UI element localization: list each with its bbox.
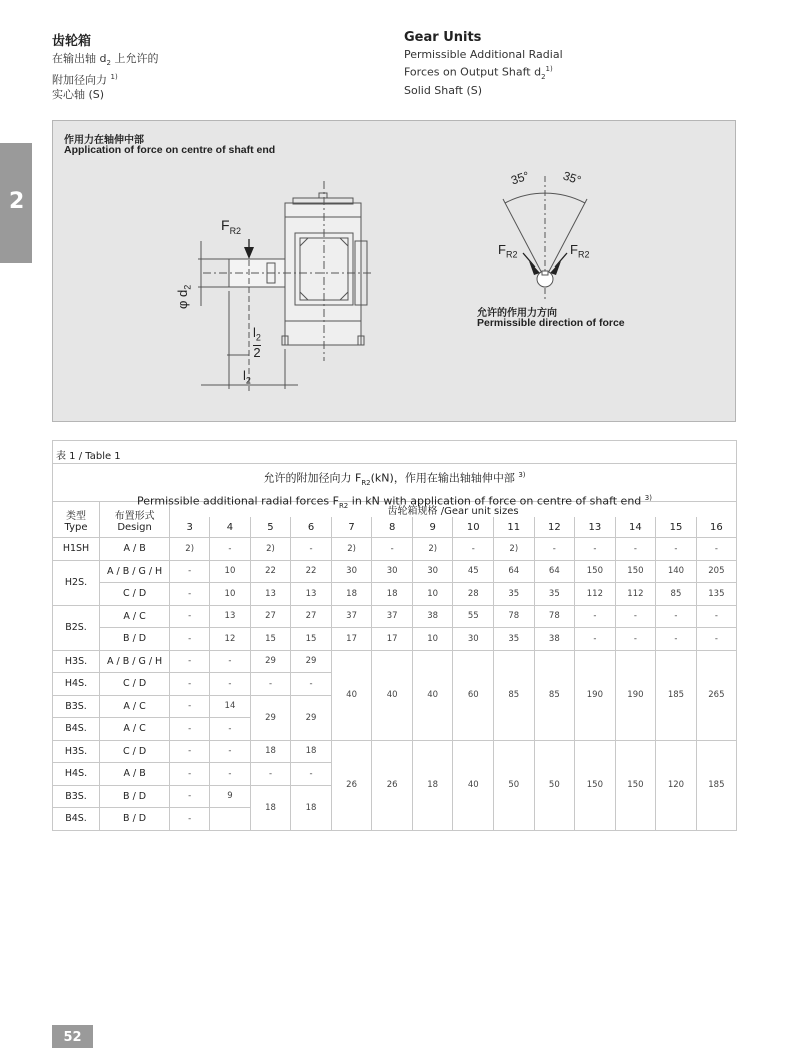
type-cell: H1SH [53, 538, 100, 561]
table-cell: - [170, 583, 210, 606]
table-cell: - [250, 763, 291, 786]
table-cell: - [210, 538, 251, 561]
table-cell: 40 [412, 650, 453, 740]
table-cell: - [210, 763, 251, 786]
col-header-design: 布置形式 Design [100, 502, 170, 538]
design-cell: A / C [100, 695, 170, 718]
design-cell: A / B [100, 538, 170, 561]
table-cell: - [210, 718, 251, 741]
table-cell: 150 [615, 740, 656, 830]
header-zh-line3: 实心轴 (S) [52, 87, 105, 101]
table-cell: - [615, 538, 656, 561]
table-row [53, 583, 737, 606]
table-cell: - [170, 695, 210, 718]
table-cell: 29 [250, 650, 291, 673]
table-cell: - [170, 718, 210, 741]
table-cell: 9 [210, 785, 251, 808]
size-header: 7 [331, 517, 372, 538]
table-cell: 40 [331, 650, 372, 740]
table-cell: 50 [494, 740, 535, 830]
header-en [404, 30, 563, 98]
table-cell: 190 [615, 650, 656, 740]
table-cell: 35 [494, 628, 535, 651]
design-cell: A / C [100, 605, 170, 628]
table-cell: 85 [656, 583, 697, 606]
table-cell: 150 [575, 740, 616, 830]
table-cell: - [575, 538, 616, 561]
table-cell: - [615, 628, 656, 651]
design-cell: C / D [100, 673, 170, 696]
table-cell: - [170, 560, 210, 583]
table-cell: 78 [534, 605, 575, 628]
table-cell: 30 [453, 628, 494, 651]
table-cell: - [291, 673, 332, 696]
fr2-right-label: $F_{R2}$ [570, 242, 590, 260]
size-header: 6 [291, 517, 332, 538]
gear-unit-drawing [53, 121, 737, 423]
table-row [53, 560, 737, 583]
table-cell: 29 [291, 650, 332, 673]
table-cell: - [170, 785, 210, 808]
table-cell: - [615, 605, 656, 628]
type-cell: B2S. [53, 605, 100, 650]
table-cell: 38 [534, 628, 575, 651]
design-cell: B / D [100, 785, 170, 808]
table-cell: 18 [291, 785, 332, 830]
table-cell: 64 [534, 560, 575, 583]
size-header: 3 [170, 517, 210, 538]
table-cell: - [696, 538, 736, 561]
size-header: 16 [696, 517, 736, 538]
angle-left-label: 35° [509, 168, 531, 188]
table-cell: - [534, 538, 575, 561]
force-table [52, 440, 737, 831]
table-cell: - [656, 538, 697, 561]
table-heading [52, 463, 737, 510]
table-cell: 30 [372, 560, 413, 583]
permissible-direction-zh: 允许的作用力方向 [477, 308, 557, 319]
table-cell: - [170, 740, 210, 763]
force-data-table [52, 501, 737, 831]
table-cell: 26 [331, 740, 372, 830]
size-header: 12 [534, 517, 575, 538]
table-cell: 10 [210, 583, 251, 606]
design-cell: B / D [100, 808, 170, 831]
table-cell: 12 [210, 628, 251, 651]
table-cell: 10 [412, 583, 453, 606]
header-en-line3: Solid Shaft (S) [404, 83, 483, 97]
table-cell: 265 [696, 650, 736, 740]
table-cell: 40 [453, 740, 494, 830]
table-cell: 10 [210, 560, 251, 583]
table-cell: - [170, 605, 210, 628]
table-cell: 2) [494, 538, 535, 561]
table-cell: 2) [412, 538, 453, 561]
header-zh-line2: 附加径向力 $^{1)}$ [52, 73, 118, 87]
table-cell: 150 [615, 560, 656, 583]
type-cell: B3S. [53, 785, 100, 808]
table-cell: - [250, 673, 291, 696]
table-cell: 30 [331, 560, 372, 583]
type-cell: H4S. [53, 763, 100, 786]
table-cell: 50 [534, 740, 575, 830]
size-header: 14 [615, 517, 656, 538]
table-cell: - [170, 808, 210, 831]
table-cell: 205 [696, 560, 736, 583]
header-en-line1: Permissible Additional Radial [404, 48, 563, 61]
table-cell: 140 [656, 560, 697, 583]
table-cell: 18 [291, 740, 332, 763]
table-cell: 17 [372, 628, 413, 651]
header-zh-line1: 在输出轴 $d_2$ 上允许的 [52, 52, 159, 68]
design-cell: A / C [100, 718, 170, 741]
table-cell: 29 [291, 695, 332, 740]
table-cell: - [696, 628, 736, 651]
table-caption: 表 1 / Table 1 [52, 440, 737, 463]
type-cell: H3S. [53, 740, 100, 763]
table-row [53, 628, 737, 651]
table-cell: 190 [575, 650, 616, 740]
table-cell: - [210, 673, 251, 696]
col-header-sizes: 齿轮箱规格 /Gear unit sizes [170, 502, 737, 518]
table-heading-en: Permissible additional radial forces $F_{R2}$ in kN with application of force on centre of shaft end $^{3)}$ [137, 493, 652, 510]
table-cell: - [656, 628, 697, 651]
table-cell: 112 [575, 583, 616, 606]
table-cell: 37 [372, 605, 413, 628]
type-cell: H2S. [53, 560, 100, 605]
fr2-left-label: $F_{R2}$ [498, 242, 518, 260]
table-cell: 112 [615, 583, 656, 606]
table-cell: - [210, 740, 251, 763]
type-cell: B3S. [53, 695, 100, 718]
table-cell: 15 [250, 628, 291, 651]
size-header: 9 [412, 517, 453, 538]
table-cell: 35 [494, 583, 535, 606]
type-cell: H3S. [53, 650, 100, 673]
table-cell: 37 [331, 605, 372, 628]
col-header-type: 类型 Type [53, 502, 100, 538]
size-header: 13 [575, 517, 616, 538]
size-header: 15 [656, 517, 697, 538]
table-cell: - [170, 628, 210, 651]
angle-right-label: 35° [561, 168, 583, 188]
phi-d2-label: φ $d_2$ [175, 284, 193, 309]
table-cell: 85 [534, 650, 575, 740]
design-cell: B / D [100, 628, 170, 651]
table-cell: 18 [331, 583, 372, 606]
table-row [53, 605, 737, 628]
table-cell: 27 [291, 605, 332, 628]
table-cell: 18 [250, 785, 291, 830]
figure-caption-zh: 作用力在轴伸中部 [64, 135, 144, 146]
table-cell: 18 [250, 740, 291, 763]
page-number: 52 [52, 1025, 93, 1048]
table-cell: 13 [291, 583, 332, 606]
type-cell: B4S. [53, 808, 100, 831]
figure-panel [52, 120, 736, 422]
table-cell: 38 [412, 605, 453, 628]
table-cell: 78 [494, 605, 535, 628]
design-cell: C / D [100, 740, 170, 763]
table-cell: 13 [210, 605, 251, 628]
table-cell: 55 [453, 605, 494, 628]
table-cell: 185 [696, 740, 736, 830]
header-zh-title: 齿轮箱 [52, 34, 92, 49]
table-cell: 120 [656, 740, 697, 830]
chapter-tab [0, 143, 32, 263]
table-cell: 10 [412, 628, 453, 651]
table-cell: 60 [453, 650, 494, 740]
table-cell: 35 [534, 583, 575, 606]
table-cell: 14 [210, 695, 251, 718]
size-header: 8 [372, 517, 413, 538]
table-cell: 85 [494, 650, 535, 740]
table-cell: - [575, 628, 616, 651]
table-cell: 64 [494, 560, 535, 583]
fr2-label-drawing: $F_{R2}$ [221, 217, 242, 236]
design-cell: A / B [100, 763, 170, 786]
table-cell: - [656, 605, 697, 628]
table-cell: 29 [250, 695, 291, 740]
table-cell: 2) [170, 538, 210, 561]
table-cell: - [291, 538, 332, 561]
table-cell: 27 [250, 605, 291, 628]
table-row [53, 740, 737, 763]
table-cell: - [453, 538, 494, 561]
table-cell: 13 [250, 583, 291, 606]
table-cell: 18 [372, 583, 413, 606]
figure-caption-en: Application of force on centre of shaft end [64, 144, 276, 156]
type-cell: H4S. [53, 673, 100, 696]
permissible-direction-en: Permissible direction of force [477, 317, 625, 329]
table-cell: 22 [250, 560, 291, 583]
header-en-line2: Forces on Output Shaft $d_2^{1)}$ [404, 65, 553, 81]
table-cell: 2) [331, 538, 372, 561]
table-cell: 30 [412, 560, 453, 583]
table-cell: 45 [453, 560, 494, 583]
type-cell: B4S. [53, 718, 100, 741]
table-cell: 18 [412, 740, 453, 830]
table-cell: 40 [372, 650, 413, 740]
design-cell: C / D [100, 583, 170, 606]
table-row [53, 650, 737, 673]
l2-half-label: $l_2$ 2 [253, 325, 261, 360]
table-heading-zh: 允许的附加径向力 $F_{R2}(kN)$，作用在输出轴轴伸中部 $^{3)}$ [263, 471, 526, 487]
chapter-number: 2 [9, 189, 25, 214]
table-cell: - [372, 538, 413, 561]
table-cell: 22 [291, 560, 332, 583]
table-cell: - [696, 605, 736, 628]
table-cell: - [170, 650, 210, 673]
table-cell [210, 808, 251, 831]
table-cell: - [291, 763, 332, 786]
table-row [53, 538, 737, 561]
header-en-title: Gear Units [404, 30, 482, 45]
table-cell: 26 [372, 740, 413, 830]
design-cell: A / B / G / H [100, 560, 170, 583]
table-cell: - [575, 605, 616, 628]
table-cell: 15 [291, 628, 332, 651]
table-cell: 150 [575, 560, 616, 583]
size-header: 4 [210, 517, 251, 538]
table-cell: - [210, 650, 251, 673]
table-cell: - [170, 763, 210, 786]
table-cell: 17 [331, 628, 372, 651]
table-cell: 135 [696, 583, 736, 606]
size-header: 5 [250, 517, 291, 538]
table-cell: 185 [656, 650, 697, 740]
header-zh [52, 30, 158, 102]
table-cell: 2) [250, 538, 291, 561]
l2-label: $l_2$ [243, 368, 251, 386]
size-header: 10 [453, 517, 494, 538]
table-cell: 28 [453, 583, 494, 606]
design-cell: A / B / G / H [100, 650, 170, 673]
table-cell: - [170, 673, 210, 696]
size-header: 11 [494, 517, 535, 538]
